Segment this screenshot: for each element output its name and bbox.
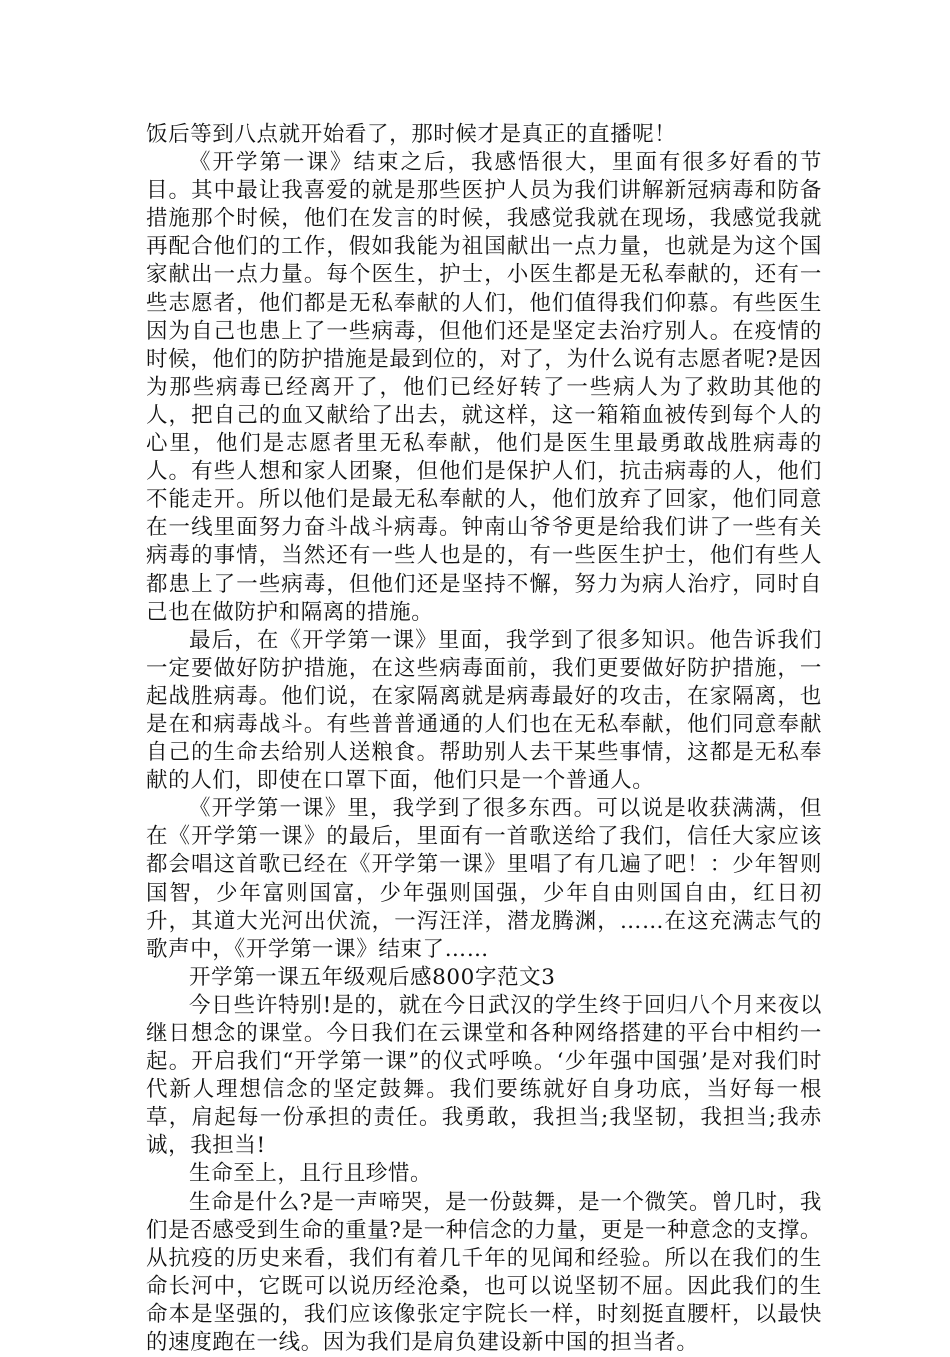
document-page: [146, 121, 822, 1357]
paragraph-4: 《开学第一课》里，我学到了很多东西。可以说是收获满满，但在《开学第一课》的最后，里面有一首歌送给了我们，信任大家应该都会唱这首歌已经在《开学第一课》里唱了有几遍了吧！：少年智则国智，少年富则国富，少年强则国强，少年自由则国自由，红日初升，其道大光河出伏流，一泻汪洋，潜龙腾渊，……在这充满志气的歌声中，《开学第一课》结束了……: [146, 796, 822, 962]
paragraph-1: 饭后等到八点就开始看了，那时候才是真正的直播呢！: [146, 122, 677, 147]
paragraph-5: 今日些许特别!是的，就在今日武汉的学生终于回归八个月来夜以继日想念的课堂。今日我们在云课堂和各种网络搭建的平台中相约一起。开启我们“开学第一课”的仪式呼唤。‘少年强中国强’是对我们时代新人理想信念的坚定鼓舞。我们要练就好自身功底，当好每一根草，肩起每一份承担的责任。我勇敢，我担当;我坚韧，我担当;我赤诚，我担当!: [146, 992, 822, 1159]
paragraph-3: 最后，在《开学第一课》里面，我学到了很多知识。他告诉我们一定要做好防护措施，在这些病毒面前，我们更要做好防护措施，一起战胜病毒。他们说，在家隔离就是病毒最好的攻击，在家隔离，也是在和病毒战斗。有些普普通通的人们也在无私奉献，他们同意奉献自己的生命去给别人送粮食。帮助别人去干某些事情，这都是无私奉献的人们，即使在口罩下面，他们只是一个普通人。: [146, 627, 822, 794]
paragraph-2: 《开学第一课》结束之后，我感悟很大，里面有很多好看的节目。其中最让我喜爱的就是那些医护人员为我们讲解新冠病毒和防备措施那个时候，他们在发言的时候，我感觉我就在现场，我感觉我就再配合他们的工作，假如我能为祖国献出一点力量，也就是为这个国家献出一点力量。每个医生，护士，小医生都是无私奉献的，还有一些志愿者，他们都是无私奉献的人们，他们值得我们仰慕。有些医生因为自己也患上了一些病毒，但他们还是坚定去治疗别人。在疫情的时候，他们的防护措施是最到位的，对了，为什么说有志愿者呢?是因为那些病毒已经离开了，他们已经好转了一些病人为了救助其他的人，把自己的血又献给了出去，就这样，这一箱箱血被传到每个人的心里，他们是志愿者里无私奉献，他们是医生里最勇敢战胜病毒的人。有些人想和家人团聚，但他们是保护人们，抗击病毒的人，他们不能走开。所以他们是最无私奉献的人，他们放弃了回家，他们同意在一线里面努力奋斗战斗病毒。钟南山爷爷更是给我们讲了一些有关病毒的事情，当然还有一些人也是的，有一些医生护士，他们有些人都患上了一些病毒，但他们还是坚持不懈，努力为病人治疗，同时自己也在做防护和隔离的措施。: [146, 150, 822, 625]
paragraph-7: 生命是什么?是一声啼哭，是一份鼓舞，是一个微笑。曾几时，我们是否感受到生命的重量?是一种信念的力量，更是一种意念的支撑。从抗疫的历史来看，我们有着几千年的见闻和经验。所以在我们的生命长河中，它既可以说历经沧桑，也可以说坚韧不屈。因此我们的生命本是坚强的，我们应该像张定宇院长一样，时刻挺直腰杆，以最快的速度跑在一线。因为我们是肩负建设新中国的担当者。: [146, 1189, 822, 1356]
paragraph-6: 生命至上，且行且珍惜。: [189, 1161, 433, 1187]
section-heading: 开学第一课五年级观后感800字范文3: [189, 964, 556, 990]
